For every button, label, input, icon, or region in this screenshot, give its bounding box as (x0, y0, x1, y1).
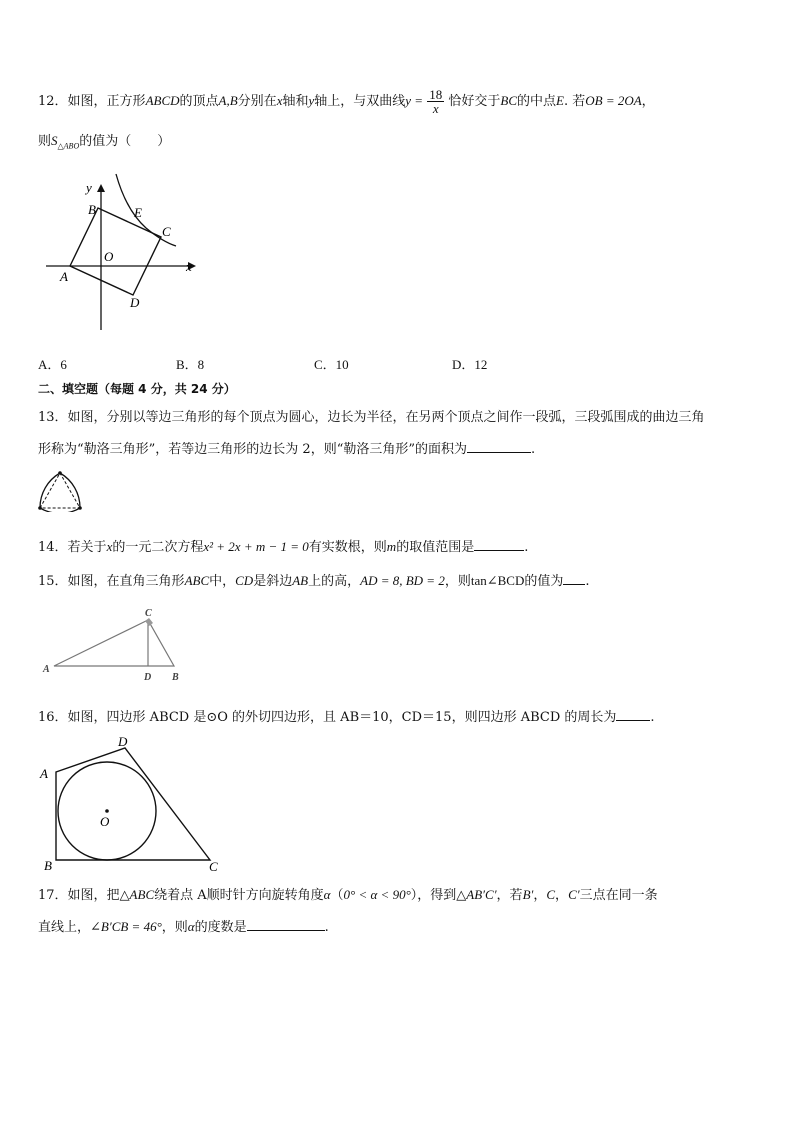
label-c: C (145, 608, 152, 619)
q16-answer-blank[interactable] (616, 708, 650, 721)
q12-option-d[interactable]: D．12 (452, 357, 488, 372)
q13-line1: 13．如图，分别以等边三角形的每个顶点为圆心，边长为半径，在另两个顶点之间作一段弧，三段弧围成的曲边三角 (38, 410, 705, 425)
label-a: A (40, 766, 48, 781)
label-a: A (43, 664, 50, 675)
vertex-dot (78, 506, 82, 510)
label-o: O (104, 249, 114, 264)
q12-figure (38, 170, 208, 335)
q12-fraction: $\frac{18}{x}$ (429, 87, 443, 116)
label-e: E (134, 205, 142, 220)
q12-line1: 12．如图，正方形ABCD的顶点A,B分别在x轴和y轴上，与双曲线y = $\frac{18}{x}$ 恰好交于BC的中点E. 若OB = 2OA， (38, 87, 655, 116)
q16-line: 16．如图，四边形 ABCD 是⊙O 的外切四边形，且 AB＝10，CD＝15，则四边形 ABCD 的周长为 . (38, 710, 655, 725)
label-b: B (172, 672, 179, 683)
q14-answer-blank[interactable] (474, 538, 524, 551)
label-d: D (118, 734, 128, 749)
q15-line: 15．如图，在直角三角形ABC中，CD是斜边AB上的高，AD = 8, BD = 2，则tan∠BCD的值为 . (38, 573, 590, 589)
vertex-dot (58, 471, 62, 475)
q16-figure (34, 732, 224, 876)
label-d: D (144, 672, 152, 683)
triangle-abc (54, 620, 174, 666)
quadrilateral-abcd (56, 748, 210, 860)
q13-line2: 形称为“勒洛三角形”，若等边三角形的边长为 2，则“勒洛三角形”的面积为 . (38, 442, 536, 457)
section-heading: 二、填空题（每题 4 分，共 24 分） (38, 382, 236, 396)
q12-line2: 则$S_{\triangle ABO}$的值为（ ） (38, 133, 171, 151)
square-abcd (70, 208, 161, 295)
q12-option-a[interactable]: A．6 (38, 357, 67, 372)
label-a: A (60, 269, 68, 284)
q17-line1: 17．如图，把△ABC绕着点 A顺时针方向旋转角度α（0° < α < 90°），得到△AB′C′，若B′，C，C′三点在同一条 (38, 887, 658, 903)
q14-line: 14．若关于x的一元二次方程x² + 2x + m − 1 = 0有实数根，则m的取值范围是 . (38, 539, 529, 555)
reuleaux-triangle (40, 473, 80, 512)
q15-answer-blank[interactable] (563, 572, 585, 585)
label-c: C (209, 859, 218, 874)
q13-figure (34, 462, 84, 512)
label-d: D (130, 295, 140, 310)
q17-answer-blank[interactable] (247, 918, 325, 931)
center-dot (105, 809, 109, 813)
vertex-dot (38, 506, 42, 510)
right-angle-mark (145, 618, 153, 626)
label-x: x (186, 259, 192, 274)
label-c: C (162, 224, 171, 239)
q17-line2: 直线上，∠B′CB = 46°，则α的度数是 . (38, 919, 329, 935)
label-o: O (100, 814, 110, 829)
y-axis-arrow-icon (97, 184, 105, 192)
q12-option-b[interactable]: B．8 (176, 357, 205, 372)
q13-answer-blank[interactable] (467, 440, 531, 453)
label-b: B (44, 858, 52, 873)
label-y: y (86, 180, 92, 195)
equilateral-triangle (40, 473, 80, 508)
q12-option-c[interactable]: C．10 (314, 357, 349, 372)
label-b: B (88, 202, 96, 217)
q15-figure (38, 604, 198, 686)
